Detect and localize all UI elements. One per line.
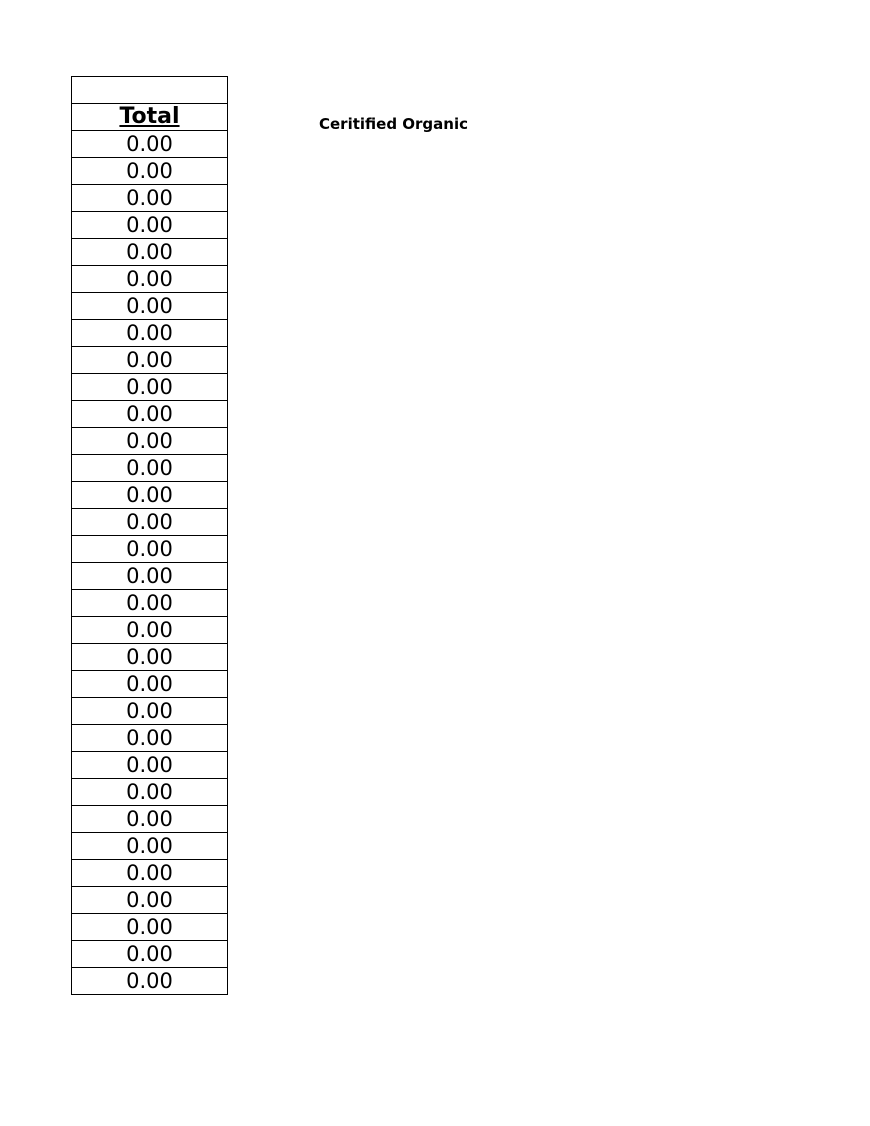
table-row xyxy=(72,967,228,994)
table-row xyxy=(72,589,228,616)
total-rows xyxy=(72,130,228,994)
total-value-cell[interactable]: 0.00 xyxy=(72,211,228,238)
table-row xyxy=(72,454,228,481)
total-value-cell[interactable]: 0.00 xyxy=(72,346,228,373)
table-row xyxy=(72,751,228,778)
total-value-cell[interactable]: 0.00 xyxy=(72,292,228,319)
total-value-cell[interactable]: 0.00 xyxy=(72,859,228,886)
total-table xyxy=(71,76,228,995)
total-value-cell[interactable]: 0.00 xyxy=(72,697,228,724)
total-value-cell[interactable]: 0.00 xyxy=(72,643,228,670)
total-value-cell[interactable]: 0.00 xyxy=(72,670,228,697)
total-header[interactable]: Total xyxy=(72,103,228,130)
total-value-cell[interactable]: 0.00 xyxy=(72,805,228,832)
total-value-cell[interactable]: 0.00 xyxy=(72,616,228,643)
table-row xyxy=(72,697,228,724)
table-row xyxy=(72,643,228,670)
total-value-cell[interactable]: 0.00 xyxy=(72,832,228,859)
total-value-cell[interactable]: 0.00 xyxy=(72,562,228,589)
total-value-cell[interactable]: 0.00 xyxy=(72,535,228,562)
total-value-cell[interactable]: 0.00 xyxy=(72,265,228,292)
total-value-cell[interactable]: 0.00 xyxy=(72,886,228,913)
table-row xyxy=(72,778,228,805)
total-value-cell[interactable]: 0.00 xyxy=(72,157,228,184)
total-value-cell[interactable]: 0.00 xyxy=(72,238,228,265)
header-row xyxy=(72,103,228,130)
total-value-cell[interactable]: 0.00 xyxy=(72,589,228,616)
table-row xyxy=(72,211,228,238)
total-value-cell[interactable]: 0.00 xyxy=(72,778,228,805)
table-row xyxy=(72,886,228,913)
table-row xyxy=(72,805,228,832)
blank-cell[interactable] xyxy=(72,77,228,104)
certified-organic-label: Ceritified Organic xyxy=(319,115,469,133)
table-row xyxy=(72,130,228,157)
table-row xyxy=(72,940,228,967)
total-value-cell[interactable]: 0.00 xyxy=(72,130,228,157)
total-value-cell[interactable]: 0.00 xyxy=(72,940,228,967)
total-value-cell[interactable]: 0.00 xyxy=(72,184,228,211)
table-row xyxy=(72,292,228,319)
total-value-cell[interactable]: 0.00 xyxy=(72,454,228,481)
table-row xyxy=(72,373,228,400)
table-row xyxy=(72,400,228,427)
table-row xyxy=(72,238,228,265)
total-value-cell[interactable]: 0.00 xyxy=(72,508,228,535)
total-value-cell[interactable]: 0.00 xyxy=(72,967,228,994)
total-value-cell[interactable]: 0.00 xyxy=(72,373,228,400)
total-value-cell[interactable]: 0.00 xyxy=(72,751,228,778)
total-value-cell[interactable]: 0.00 xyxy=(72,319,228,346)
table-row xyxy=(72,616,228,643)
total-value-cell[interactable]: 0.00 xyxy=(72,427,228,454)
table-row xyxy=(72,346,228,373)
table-row xyxy=(72,481,228,508)
table-row xyxy=(72,184,228,211)
table-row xyxy=(72,508,228,535)
table-row xyxy=(72,670,228,697)
table-row xyxy=(72,913,228,940)
table-row xyxy=(72,859,228,886)
total-value-cell[interactable]: 0.00 xyxy=(72,400,228,427)
blank-row xyxy=(72,77,228,104)
table-row xyxy=(72,535,228,562)
total-value-cell[interactable]: 0.00 xyxy=(72,724,228,751)
table-row xyxy=(72,265,228,292)
table-row xyxy=(72,427,228,454)
total-value-cell[interactable]: 0.00 xyxy=(72,481,228,508)
total-value-cell[interactable]: 0.00 xyxy=(72,913,228,940)
table-row xyxy=(72,157,228,184)
table-row xyxy=(72,319,228,346)
table-row xyxy=(72,832,228,859)
table-row xyxy=(72,724,228,751)
table-row xyxy=(72,562,228,589)
